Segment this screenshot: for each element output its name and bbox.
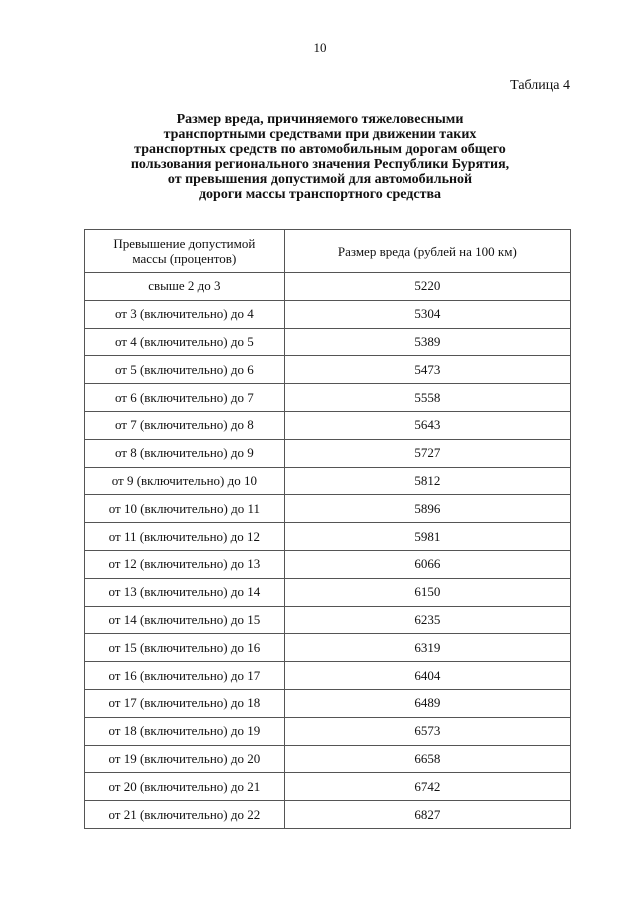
- header-excess-mass: [85, 230, 285, 273]
- cell-excess-range: от 13 (включительно) до 14: [85, 578, 285, 606]
- page-number: 10: [313, 40, 327, 55]
- title-line: Размер вреда, причиняемого тяжеловесными: [176, 112, 464, 127]
- cell-excess-range: от 21 (включительно) до 22: [85, 801, 285, 829]
- cell-harm-value: 5558: [284, 384, 570, 412]
- title-line: от превышения допустимой для автомобильной: [167, 172, 473, 187]
- cell-excess-range: от 8 (включительно) до 9: [85, 439, 285, 467]
- table-row: [85, 384, 571, 412]
- table-row: [85, 523, 571, 551]
- table-row: [85, 578, 571, 606]
- table-row: [85, 634, 571, 662]
- cell-harm-value: 5896: [284, 495, 570, 523]
- header-excess-mass-line2: массы (процентов): [132, 251, 237, 266]
- cell-excess-range: от 20 (включительно) до 21: [85, 773, 285, 801]
- table-body: [85, 273, 571, 829]
- table-row: [85, 495, 571, 523]
- cell-harm-value: 6404: [284, 662, 570, 690]
- table-row: [85, 467, 571, 495]
- table-row: [85, 689, 571, 717]
- cell-excess-range: от 19 (включительно) до 20: [85, 745, 285, 773]
- table-row: [85, 606, 571, 634]
- table-title: [100, 112, 540, 202]
- cell-excess-range: от 7 (включительно) до 8: [85, 411, 285, 439]
- table-row: [85, 439, 571, 467]
- table-label: Таблица 4: [510, 78, 570, 93]
- cell-excess-range: от 17 (включительно) до 18: [85, 689, 285, 717]
- cell-harm-value: 5220: [284, 273, 570, 301]
- title-line: дороги массы транспортного средства: [198, 187, 442, 202]
- cell-harm-value: 5643: [284, 411, 570, 439]
- table-row: [85, 662, 571, 690]
- cell-harm-value: 6573: [284, 717, 570, 745]
- cell-harm-value: 6235: [284, 606, 570, 634]
- title-line: транспортными средствами при движении таких: [163, 127, 477, 142]
- table-row: [85, 300, 571, 328]
- cell-excess-range: от 16 (включительно) до 17: [85, 662, 285, 690]
- table-row: [85, 328, 571, 356]
- cell-harm-value: 5981: [284, 523, 570, 551]
- cell-harm-value: 5473: [284, 356, 570, 384]
- table-row: [85, 411, 571, 439]
- cell-excess-range: от 11 (включительно) до 12: [85, 523, 285, 551]
- table-row: [85, 356, 571, 384]
- table-row: [85, 550, 571, 578]
- cell-harm-value: 6150: [284, 578, 570, 606]
- cell-harm-value: 6658: [284, 745, 570, 773]
- table-row: [85, 717, 571, 745]
- table-row: [85, 773, 571, 801]
- cell-excess-range: от 5 (включительно) до 6: [85, 356, 285, 384]
- cell-excess-range: от 12 (включительно) до 13: [85, 550, 285, 578]
- cell-harm-value: 6319: [284, 634, 570, 662]
- cell-harm-value: 6742: [284, 773, 570, 801]
- cell-excess-range: от 9 (включительно) до 10: [85, 467, 285, 495]
- cell-harm-value: 6066: [284, 550, 570, 578]
- header-harm-size: Размер вреда (рублей на 100 км): [284, 230, 570, 273]
- cell-harm-value: 5812: [284, 467, 570, 495]
- header-excess-mass-line1: Превышение допустимой: [113, 236, 256, 251]
- table-header-row: [85, 230, 571, 273]
- cell-excess-range: от 10 (включительно) до 11: [85, 495, 285, 523]
- cell-harm-value: 6489: [284, 689, 570, 717]
- table-row: [85, 801, 571, 829]
- cell-excess-range: от 6 (включительно) до 7: [85, 384, 285, 412]
- cell-harm-value: 5389: [284, 328, 570, 356]
- title-line: транспортных средств по автомобильным дорогам общего: [134, 142, 506, 157]
- cell-excess-range: от 14 (включительно) до 15: [85, 606, 285, 634]
- cell-excess-range: свыше 2 до 3: [85, 273, 285, 301]
- harm-size-table: [84, 229, 571, 829]
- title-line: пользования регионального значения Республики Бурятия,: [130, 157, 510, 172]
- cell-excess-range: от 3 (включительно) до 4: [85, 300, 285, 328]
- cell-excess-range: от 15 (включительно) до 16: [85, 634, 285, 662]
- table-row: [85, 273, 571, 301]
- cell-excess-range: от 18 (включительно) до 19: [85, 717, 285, 745]
- cell-harm-value: 6827: [284, 801, 570, 829]
- cell-harm-value: 5304: [284, 300, 570, 328]
- table-row: [85, 745, 571, 773]
- cell-harm-value: 5727: [284, 439, 570, 467]
- cell-excess-range: от 4 (включительно) до 5: [85, 328, 285, 356]
